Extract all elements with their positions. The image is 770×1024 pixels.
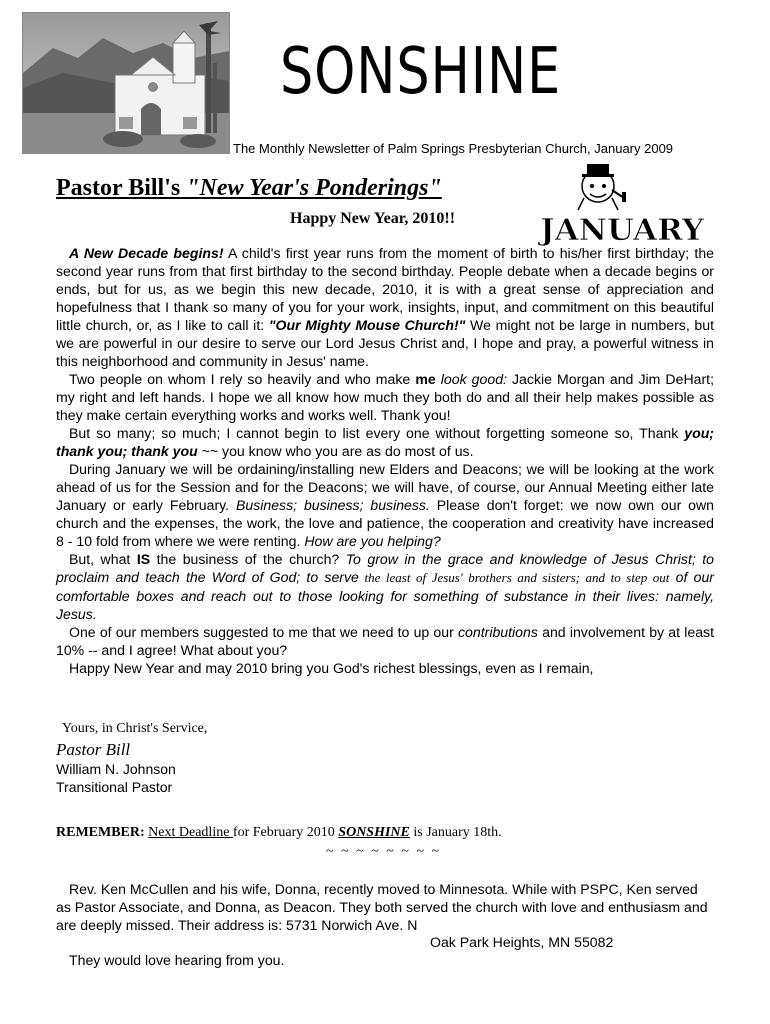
church-photo: [22, 12, 230, 154]
deadline-notice: REMEMBER: Next Deadline for February 2010 SONSHINE is January 18th.: [56, 825, 502, 840]
subtitle: The Monthly Newsletter of Palm Springs Presbyterian Church, January 2009: [233, 141, 674, 156]
signature: Pastor Bill: [56, 740, 131, 759]
paragraph-4: During January we will be ordaining/installing new Elders and Deacons; we will be looking at the work ahead of us for the Session and for the Deacons; we will have, of course, our Annual Meeting either late January or early February. Business; business; business. Please don't forget: we now own our own church and the expenses, the work, the love and patience, the cooperation and creativity have increased 8 - 10 fold from where we were renting. How are you helping?: [56, 461, 714, 549]
greeting: Happy New Year, 2010!!: [290, 210, 456, 227]
signer-role: Transitional Pastor: [56, 779, 173, 795]
january-logo: [538, 164, 706, 246]
signer: [56, 760, 176, 796]
separator: ~ ~ ~ ~ ~ ~ ~ ~: [326, 844, 442, 859]
masthead: SONSHINE: [280, 35, 562, 109]
paragraph-7: Happy New Year and may 2010 bring you God's richest blessings, even as I remain,: [69, 660, 594, 676]
mccullen-note: [56, 880, 716, 934]
article-title: Pastor Bill's "New Year's Ponderings": [56, 175, 442, 201]
mccullen-closing: They would love hearing from you.: [69, 952, 285, 968]
mccullen-address-line2: Oak Park Heights, MN 55082: [430, 934, 614, 950]
article-body: [56, 244, 714, 677]
paragraph-5: But, what IS the business of the church? To grow in the grace and knowledge of Jesus Christ; to proclaim and teach the Word of God; to serve the least of Jesus' brothers and sisters; and to step out of our comfortable boxes and reach out to those looking for something of substance in their lives: namely, Jesus.: [56, 551, 715, 622]
paragraph-6: One of our members suggested to me that we need to up our contributions and involvement by at least 10% -- and I agree! What about you?: [56, 624, 714, 658]
closing: Yours, in Christ's Service,: [62, 721, 208, 736]
paragraph-2: Two people on whom I rely so heavily and who make me look good: Jackie Morgan and Jim DeHart; my right and left hands. I hope we all know how much they both do and all their help makes possible as they make certain everything works and works well. Thank you!: [56, 371, 714, 423]
january-logo-text: JANUARY: [538, 213, 705, 246]
paragraph-1: A New Decade begins! A child's first year runs from the moment of birth to his/her first birthday; the second year runs from that first birthday to the second birthday. People debate when a decade begins or ends, but for us, as we begin this new decade, 2010, it is with a great sense of appreciation and hopefulness that I thank so many of you for your work, insights, input, and commitment on this beautiful little church, or, as I like to call it: "Our Mighty Mouse Church!" We might not be large in numbers, but we are powerful in our desire to serve our Lord Jesus Christ and, I hope and pray, a powerful witness in this neighborhood and community in Jesus' name.: [56, 245, 714, 369]
paragraph-3: But so many; so much; I cannot begin to list every one without forgetting someone so, Thank you; thank you; thank you ~~ you know who you are as do most of us.: [56, 425, 714, 459]
mccullen-text: Rev. Ken McCullen and his wife, Donna, recently moved to Minnesota. While with PSPC, Ken served as Pastor Associate, and Donna, as Deacon. They both served the church with love and enthusiasm and are deeply missed. Their address is: 5731 Norwich Ave. N: [56, 881, 708, 933]
signer-name: William N. Johnson: [56, 761, 176, 777]
